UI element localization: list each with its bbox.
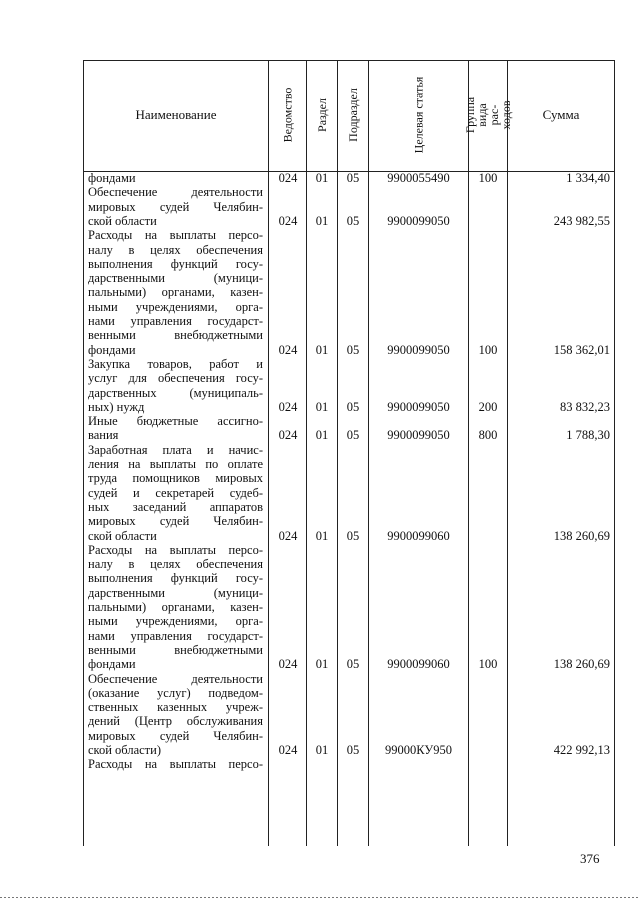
name-line: судей и секретарей судеб-: [88, 485, 263, 500]
summa-cell: 422 992,13: [553, 743, 610, 757]
vedomstvo-cell: 024: [278, 528, 298, 543]
celevaya-cell: 9900099050: [387, 399, 450, 414]
name-line: (оказание услуг) подведом-: [88, 685, 263, 700]
razdel-cell: 01: [315, 171, 329, 185]
name-line: нами управления государст-: [88, 314, 263, 328]
razdel-cell: 01: [315, 528, 329, 543]
header-name: Наименование: [135, 107, 217, 122]
vedomstvo-cell: 024: [278, 342, 298, 357]
name-line: пальными) органами, казен-: [88, 285, 263, 300]
name-line: Расходы на выплаты персо-: [88, 228, 263, 243]
header-gruppa: [463, 60, 513, 170]
name-line: налу в целях обеспечения: [88, 242, 263, 257]
vedomstvo-cell: 024: [278, 171, 298, 185]
page-number: 376: [580, 851, 600, 866]
name-line: ской области: [88, 528, 157, 543]
gruppa-cell: 200: [478, 399, 498, 414]
scan-edge-rule: [0, 897, 640, 898]
summa-cell: 138 260,69: [553, 657, 610, 672]
name-line: Расходы на выплаты персо-: [88, 542, 263, 557]
name-line: выполнения функций госу-: [88, 571, 263, 586]
gruppa-cell: 100: [478, 171, 498, 185]
razdel-cell: 01: [315, 399, 329, 414]
razdel-cell: 01: [315, 342, 329, 357]
name-line: мировых судей Челябин-: [88, 514, 263, 529]
podrazdel-cell: 05: [346, 528, 360, 543]
podrazdel-cell: 05: [346, 657, 360, 672]
header-razdel: [307, 60, 337, 170]
name-line: труда помощников мировых: [88, 471, 263, 486]
vedomstvo-cell: 024: [278, 657, 298, 672]
name-line: ными учреждениями, орга-: [88, 614, 263, 629]
header-podrazdel-label: Подраздел: [346, 88, 361, 142]
name-line: фондами: [88, 342, 136, 357]
col-divider-ved: [268, 60, 269, 846]
name-line: Иные бюджетные ассигно-: [88, 414, 263, 429]
vedomstvo-cell: 024: [278, 428, 298, 443]
header-vedomstvo: [269, 60, 306, 170]
table-left-border: [83, 60, 84, 846]
header-gruppa-label: Группа вида рас-ходов: [463, 96, 513, 134]
name-line: ных заседаний аппаратов: [88, 499, 263, 514]
summa-cell: 1 334,40: [566, 171, 610, 185]
name-line: фондами: [88, 657, 136, 672]
name-line: пальными) органами, казен-: [88, 600, 263, 614]
name-line: мировых судей Челябин-: [88, 728, 263, 743]
vedomstvo-cell: 024: [278, 743, 298, 757]
header-celevaya: [369, 60, 468, 170]
name-line: выполнения функций госу-: [88, 256, 263, 271]
name-line: ственных казенных учреж-: [88, 700, 263, 715]
name-line: услуг для обеспечения госу-: [88, 371, 263, 386]
gruppa-cell: 800: [478, 428, 498, 443]
summa-cell: 243 982,55: [553, 213, 610, 228]
podrazdel-cell: 05: [346, 743, 360, 757]
col-divider-sum: [507, 60, 508, 846]
name-line: ления на выплаты по оплате: [88, 457, 263, 471]
name-line: дарственными (муници-: [88, 585, 263, 600]
name-line: фондами: [88, 171, 136, 185]
name-line: мировых судей Челябин-: [88, 199, 263, 214]
header-celevaya-label: Целевая статья: [411, 76, 426, 154]
summa-cell: 138 260,69: [553, 528, 610, 543]
name-line: Обеспечение деятельности: [88, 185, 263, 200]
vedomstvo-cell: 024: [278, 213, 298, 228]
summa-cell: 158 362,01: [553, 342, 610, 357]
podrazdel-cell: 05: [346, 428, 360, 443]
header-podrazdel: [338, 60, 368, 170]
podrazdel-cell: 05: [346, 171, 360, 185]
razdel-cell: 01: [315, 743, 329, 757]
podrazdel-cell: 05: [346, 342, 360, 357]
header-summa: Сумма: [542, 107, 580, 122]
gruppa-cell: 100: [478, 342, 498, 357]
name-line: Обеспечение деятельности: [88, 671, 263, 686]
name-line: ных) нужд: [88, 399, 145, 414]
celevaya-cell: 99000КУ950: [385, 743, 452, 757]
summa-cell: 1 788,30: [566, 428, 610, 443]
name-line: ской области: [88, 213, 157, 228]
name-line: Расходы на выплаты персо-: [88, 757, 263, 772]
name-line: нами управления государст-: [88, 628, 263, 643]
name-line: дарственными (муници-: [88, 271, 263, 286]
name-line: венными внебюджетными: [88, 642, 263, 657]
celevaya-cell: 9900055490: [387, 171, 450, 185]
podrazdel-cell: 05: [346, 399, 360, 414]
table-right-border: [614, 60, 615, 846]
name-line: дарственных (муниципаль-: [88, 385, 263, 400]
name-line: ными учреждениями, орга-: [88, 299, 263, 314]
name-line: венными внебюджетными: [88, 328, 263, 343]
razdel-cell: 01: [315, 428, 329, 443]
celevaya-cell: 9900099050: [387, 213, 450, 228]
vedomstvo-cell: 024: [278, 399, 298, 414]
summa-cell: 83 832,23: [560, 399, 610, 414]
razdel-cell: 01: [315, 657, 329, 672]
celevaya-cell: 9900099050: [387, 428, 450, 443]
celevaya-cell: 9900099060: [387, 528, 450, 543]
podrazdel-cell: 05: [346, 213, 360, 228]
celevaya-cell: 9900099050: [387, 342, 450, 357]
name-line: вания: [88, 428, 119, 443]
name-line: Закупка товаров, работ и: [88, 356, 263, 371]
name-line: Заработная плата и начис-: [88, 442, 263, 457]
name-line: налу в целях обеспечения: [88, 557, 263, 572]
celevaya-cell: 9900099060: [387, 657, 450, 672]
header-vedomstvo-label: Ведомство: [280, 87, 295, 143]
header-razdel-label: Раздел: [315, 98, 330, 132]
gruppa-cell: 100: [478, 657, 498, 672]
razdel-cell: 01: [315, 213, 329, 228]
name-line: дений (Центр обслуживания: [88, 714, 263, 729]
name-line: ской области): [88, 743, 161, 757]
